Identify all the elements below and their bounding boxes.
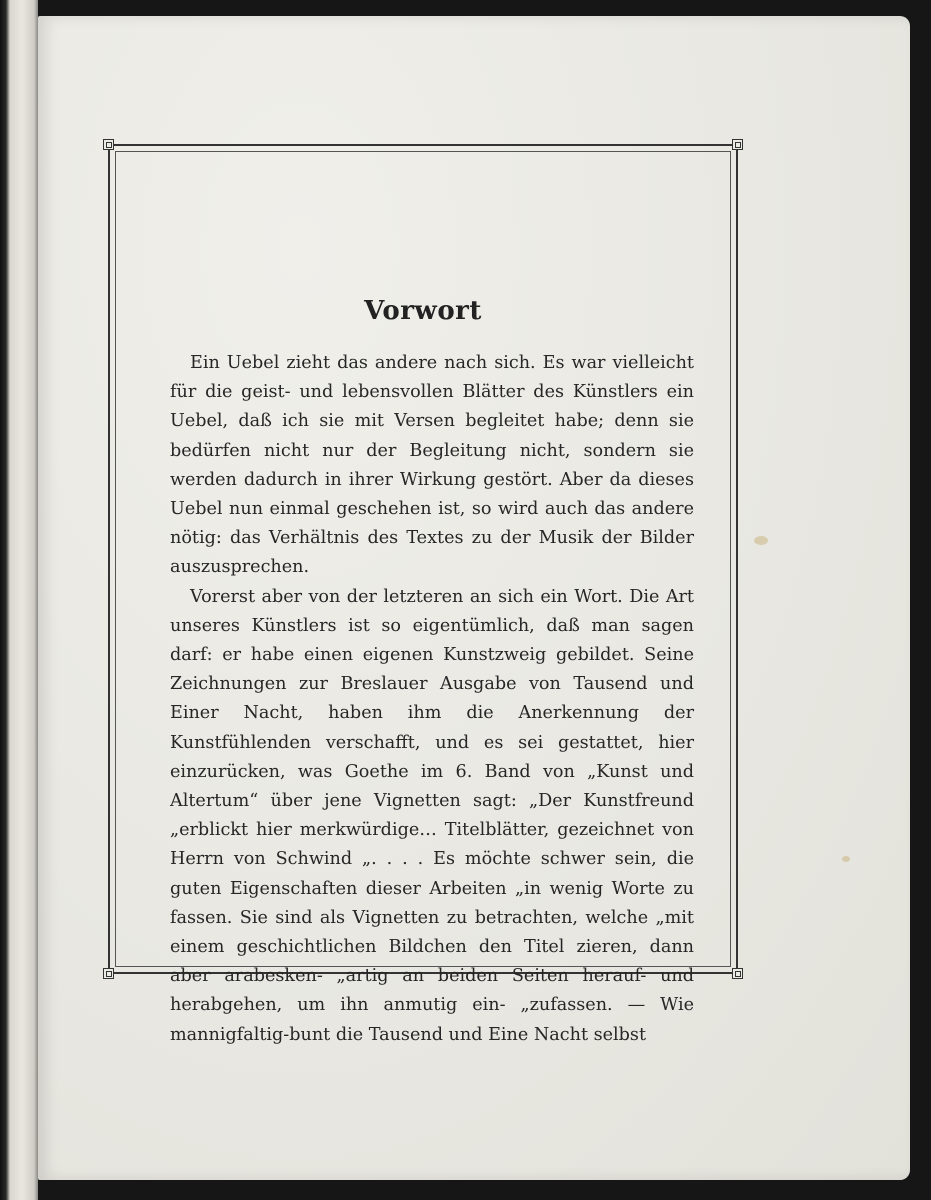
frame-corner-ornament: [103, 139, 114, 150]
frame-corner-ornament: [732, 139, 743, 150]
paragraph: Vorerst aber von der letzteren an sich ein Wort. Die Art unseres Künstlers ist so eigentümlich, daß man sagen darf: er habe einen eigenen Kunstzweig gebildet. Seine Zeichnungen zur Breslauer Ausgabe von Tausend und Einer Nacht, haben ihm die Anerkennung der Kunstfühlenden verschafft, und es sei gestattet, hier einzurücken, was Goethe im 6. Band von „Kunst und Altertum“ über jene Vignetten sagt: „Der Kunstfreund „erblickt hier merkwürdige… Titelblätter, gezeichnet von Herrn von Schwind „. . . . Es möchte schwer sein, die guten Eigenschaften dieser Arbeiten „in wenig Worte zu fassen. Sie sind als Vignetten zu betrachten, welche „mit einem geschichtlichen Bildchen den Titel zieren, dann aber arabesken- „artig an beiden Seiten herauf- und herabgehen, um ihn anmutig ein- „zufassen. — Wie mannigfaltig-bunt die Tausend und Eine Nacht selbst: [170, 586, 694, 1045]
body-text: [170, 349, 694, 1050]
page-title: Vorwort: [364, 296, 482, 326]
book-page: [38, 16, 910, 1180]
paragraph: Ein Uebel zieht das andere nach sich. Es war vielleicht für die geist- und lebensvollen Blätter des Künstlers ein Uebel, daß ich sie mit Versen begleitet habe; denn sie bedürfen nicht nur der Begleitung nicht, sondern sie werden dadurch in ihrer Wirkung gestört. Aber da dieses Uebel nun einmal geschehen ist, so wird auch das andere nötig: das Verhältnis des Textes zu der Musik der Bilder auszusprechen.: [170, 353, 694, 578]
ornamental-frame: [108, 144, 738, 1045]
book-cover-edge: [0, 0, 38, 1200]
frame-corner-ornament: [732, 968, 743, 979]
paper-stain: [754, 536, 768, 545]
frame-corner-ornament: [103, 968, 114, 979]
paper-stain: [842, 856, 850, 862]
